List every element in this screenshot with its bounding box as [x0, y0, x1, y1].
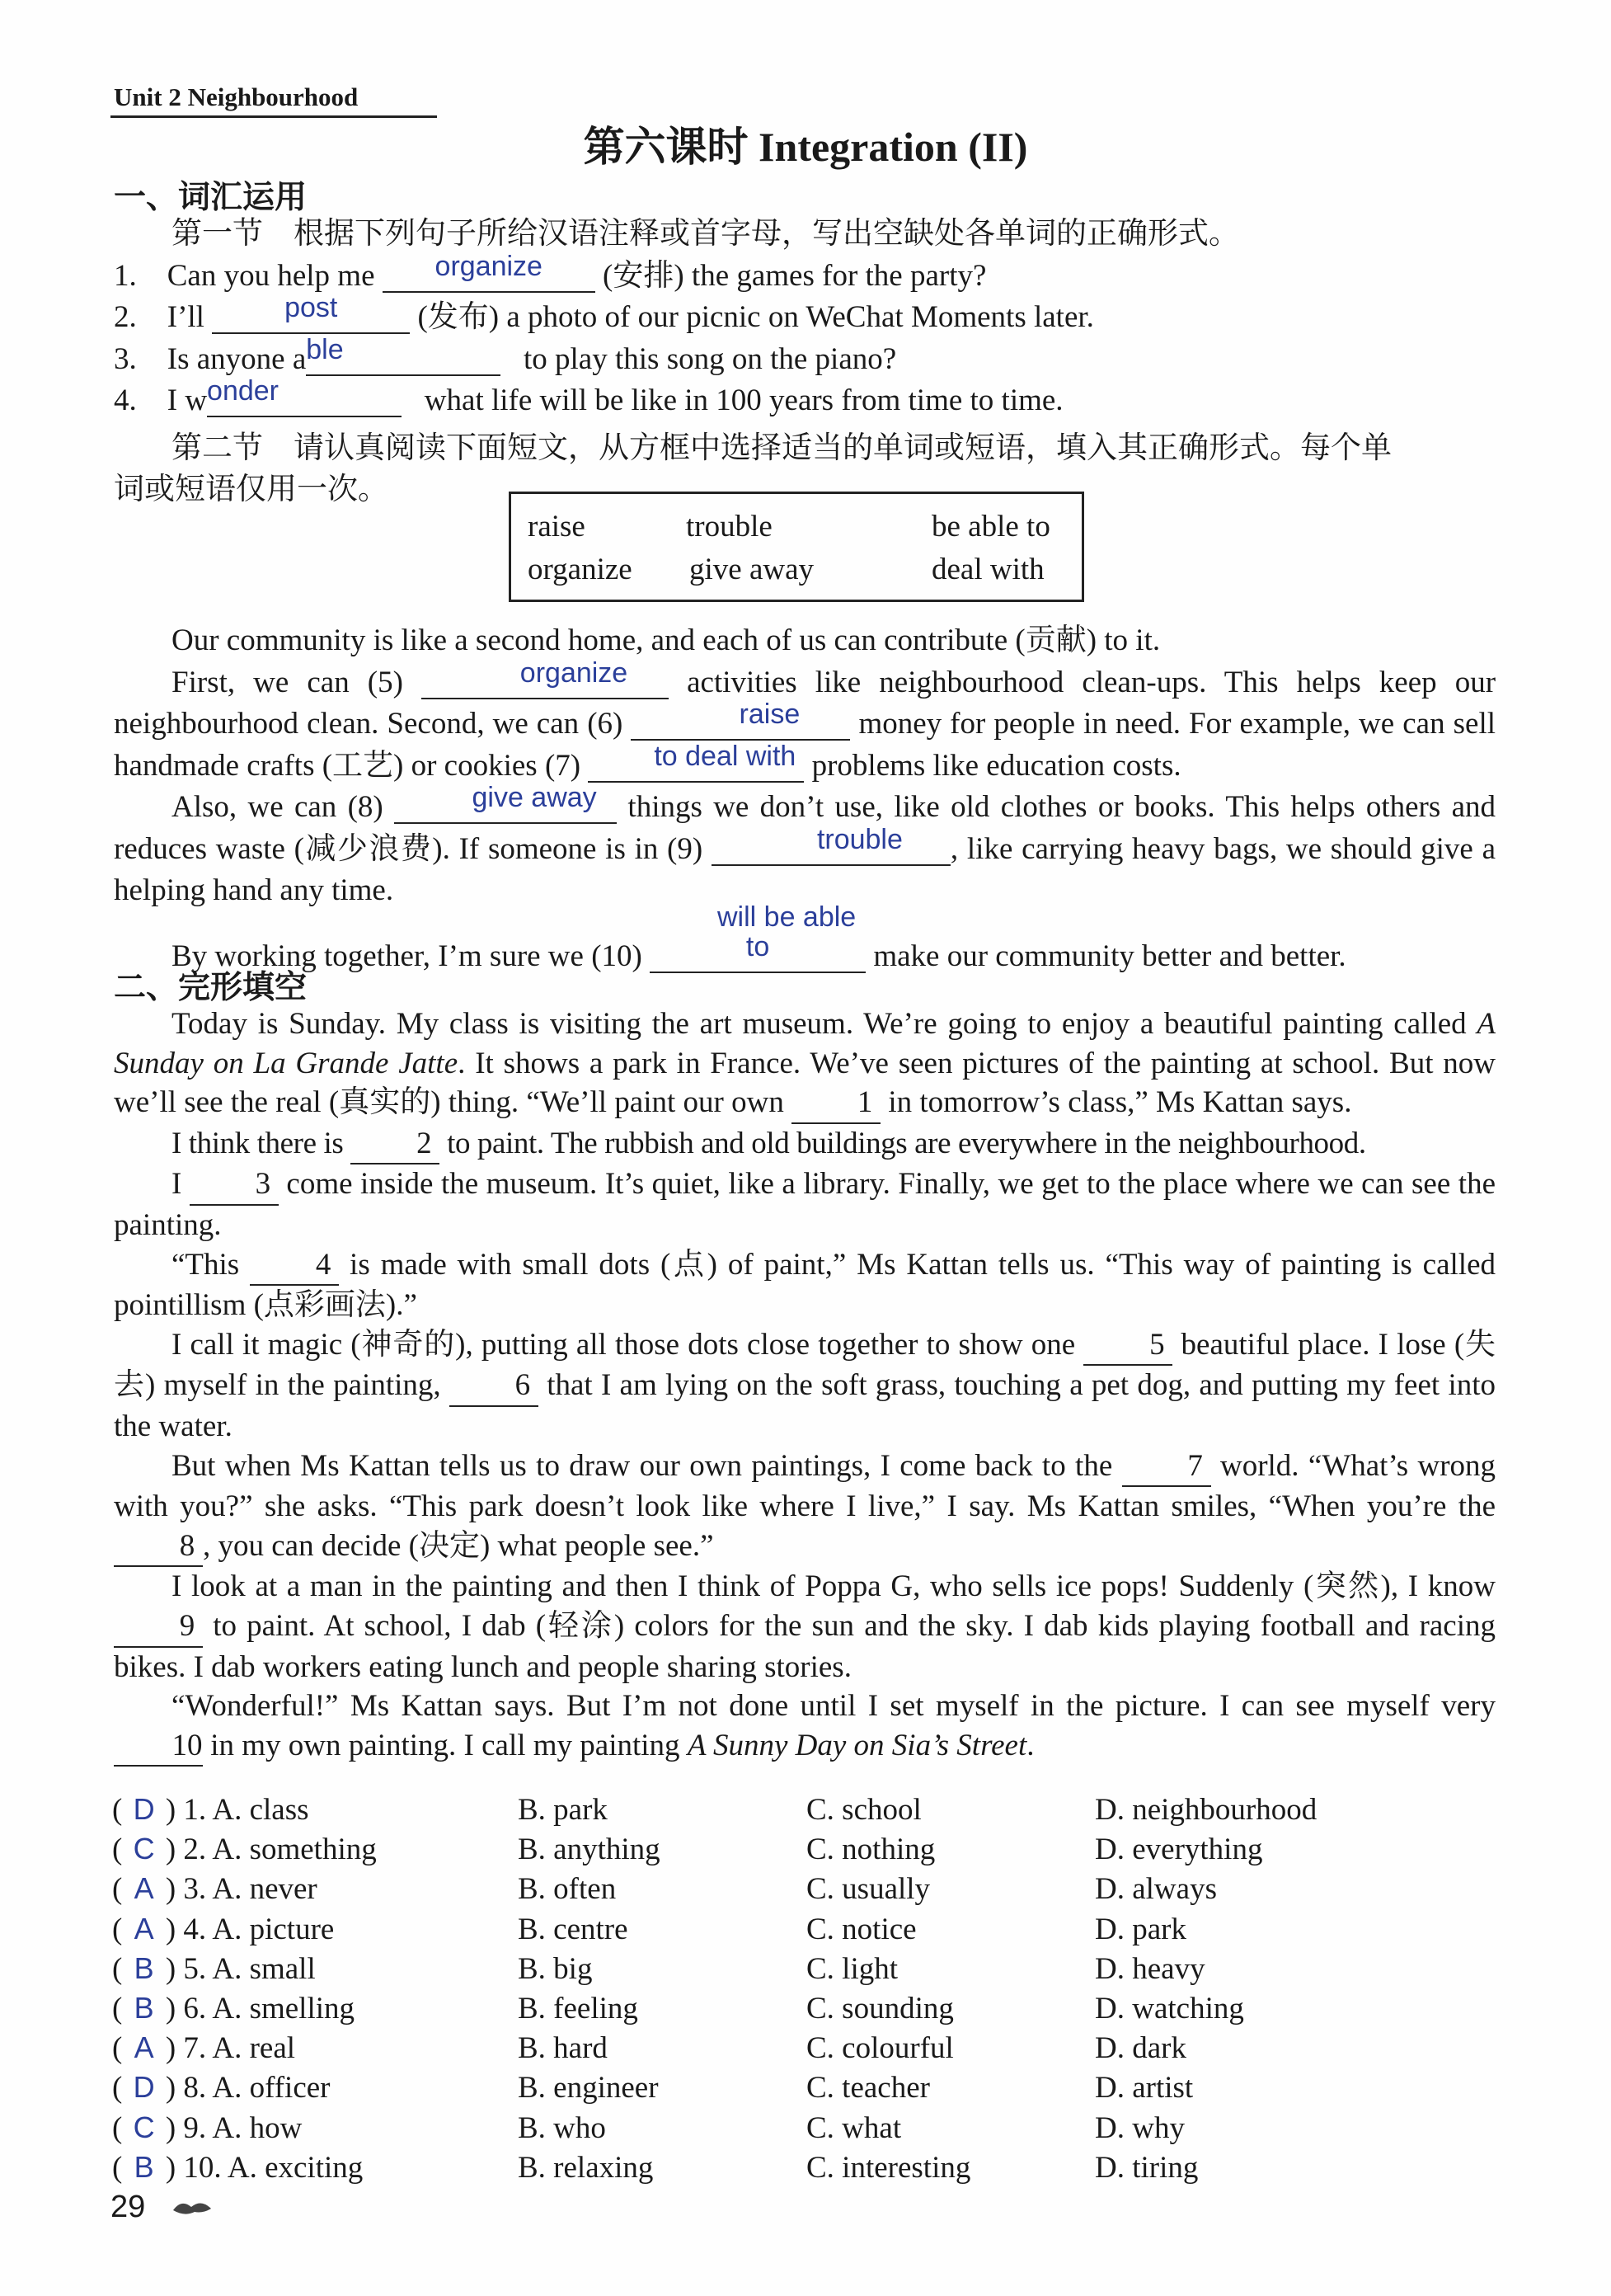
answer-blank-10[interactable] [650, 901, 866, 973]
passage-text: I call it magic (神奇的), putting all those dots close together to show one [171, 1327, 1076, 1362]
paren: ( [112, 1912, 130, 1946]
passage-paragraph [114, 1325, 1496, 1447]
item-text: (安排) the games for the party? [603, 259, 987, 293]
answer-blank-8[interactable] [394, 782, 617, 824]
answer-text: organize [519, 656, 628, 689]
option-row [112, 2030, 295, 2066]
passage-text: to paint. At school, I dab (轻涂) colors for the sun and the sky. I dab kids playing football and racing bikes. I dab workers eating lunch and people sharing stories. [114, 1608, 1496, 1684]
option-d: D. watching [1095, 1992, 1244, 2025]
option-a: 1. A. class [183, 1793, 309, 1827]
passage-text: . [1026, 1728, 1035, 1762]
painting-title: A Sunday on La Grande Jatte [114, 1007, 1496, 1080]
word-option: raise [528, 510, 585, 543]
option-a: 3. A. never [183, 1872, 317, 1907]
item-text: Is anyone a [167, 342, 307, 376]
cloze-blank-3[interactable]: 3 [190, 1164, 279, 1206]
passage-text: make our community better and better. [873, 939, 1346, 973]
passage-paragraph [114, 901, 1496, 978]
option-d: D. dark [1095, 2031, 1186, 2066]
cloze-blank-7[interactable]: 7 [1122, 1447, 1211, 1488]
item-number: 2. [114, 300, 137, 334]
answer-text: organize [434, 251, 542, 282]
page-number: 29 [110, 2190, 146, 2224]
paren: ( [112, 2110, 130, 2145]
item-text: I’ll [167, 300, 204, 334]
paren: ) [157, 2031, 184, 2066]
cloze-blank-6[interactable]: 6 [449, 1366, 538, 1407]
passage-paragraph [114, 1447, 1496, 1568]
passage-text: problems like education costs. [811, 748, 1181, 783]
option-a: 8. A. officer [183, 2071, 331, 2105]
passage-paragraph: Our community is like a second home, and each of us can contribute (贡献) to it. [171, 623, 1161, 657]
option-a: 10. A. exciting [183, 2150, 364, 2185]
decorative-bird-icon [170, 2194, 214, 2218]
option-b: B. anything [518, 1833, 660, 1867]
paren: ) [157, 1992, 184, 2025]
answer-blank[interactable] [207, 375, 402, 417]
option-a: 7. A. real [183, 2031, 296, 2066]
option-c: C. colourful [806, 2031, 954, 2066]
option-d: D. tiring [1095, 2150, 1199, 2185]
chosen-answer[interactable]: B [134, 1991, 154, 2025]
word-option: be able to [932, 510, 1050, 543]
option-row [112, 1871, 317, 1907]
chosen-answer[interactable]: B [134, 1950, 154, 1985]
item-text: to play this song on the piano? [524, 342, 897, 376]
section1-instruction: 第一节 根据下列句子所给汉语注释或首字母，写出空缺处各单词的正确形式。 [171, 217, 1239, 251]
chosen-answer[interactable]: D [133, 2070, 155, 2105]
passage-text: . It shows a park in France. We’ve seen pictures of the painting at school. But now we’ll see the real (真实的) thing. “We’ll paint our own [114, 1046, 1496, 1120]
passage-paragraph [114, 1567, 1496, 1687]
passage-text: “This [171, 1247, 240, 1282]
paren: ( [112, 1992, 130, 2025]
passage-text: , like carrying heavy bags, we should give a helping hand any time. [114, 831, 1496, 907]
option-c: C. sounding [806, 1992, 954, 2025]
passage-paragraph [114, 1004, 1496, 1124]
option-c: C. school [806, 1793, 922, 1827]
option-row [112, 1792, 309, 1828]
answer-blank-6[interactable] [631, 699, 850, 741]
passage-paragraph [114, 1687, 1496, 1767]
passage-paragraph [114, 1124, 1496, 1165]
passage-text: to paint. The rubbish and old buildings are everywhere in the neighbourhood. [447, 1126, 1366, 1160]
option-c: C. notice [806, 1912, 917, 1946]
passage-text: come inside the museum. It’s quiet, like a library. Finally, we get to the place where we can see the painting. [114, 1167, 1496, 1242]
item-text: I w [167, 383, 208, 417]
passage-text: world. “What’s wrong with you?” she asks. “This park doesn’t look like where I live,” I say. Ms Kattan smiles, “When you’re the [114, 1448, 1496, 1524]
paren: ( [112, 1872, 130, 1907]
paren: ) [157, 2071, 184, 2105]
answer-text: post [284, 292, 338, 323]
option-c: C. what [806, 2110, 902, 2145]
paren: ) [157, 1833, 184, 1867]
passage-text: Also, we can (8) [171, 790, 383, 824]
paren: ) [157, 1951, 184, 1986]
paren: ) [157, 1793, 184, 1827]
answer-text: trouble [816, 823, 903, 855]
chosen-answer[interactable]: A [134, 2030, 154, 2065]
option-b: B. who [518, 2110, 606, 2145]
answer-text: ble [306, 334, 344, 365]
answer-text: raise [739, 699, 801, 730]
passage-paragraph [114, 782, 1496, 912]
item-number: 4. [114, 383, 137, 417]
passage-text: in my own painting. I call my painting [210, 1728, 688, 1762]
item-text: what life will be like in 100 years from time to time. [424, 383, 1064, 417]
option-c: C. teacher [806, 2071, 930, 2105]
passage-text: By working together, I’m sure we (10) [171, 939, 642, 973]
passage-text: I [171, 1167, 182, 1202]
word-box [509, 492, 1084, 602]
cloze-blank-4[interactable]: 4 [250, 1245, 339, 1287]
passage-paragraph [114, 656, 1496, 788]
passage-text: in tomorrow’s class,” Ms Kattan says. [888, 1085, 1352, 1120]
passage-text: But when Ms Kattan tells us to draw our own paintings, I come back to the [171, 1448, 1113, 1483]
item-text: Can you help me [167, 259, 375, 293]
answer-text: will be able to [717, 901, 857, 962]
passage-paragraph [114, 1245, 1496, 1325]
option-d: D. why [1095, 2110, 1185, 2145]
option-d: D. park [1095, 1912, 1186, 1946]
option-row [112, 1951, 316, 1987]
option-b: B. engineer [518, 2071, 659, 2105]
option-b: B. centre [518, 1912, 628, 1946]
option-a: 4. A. picture [183, 1912, 335, 1946]
paren: ) [157, 1912, 184, 1946]
paren: ) [157, 1872, 184, 1907]
option-row [112, 2110, 302, 2146]
section2-instruction: 第二节 请认真阅读下面短文，从方框中选择适当的单词或短语，填入其正确形式。每个单 [171, 431, 1392, 465]
option-row [112, 1991, 355, 2026]
option-c: C. nothing [806, 1833, 936, 1867]
chosen-answer[interactable]: A [134, 1911, 154, 1945]
passage-text: is made with small dots (点) of paint,” Ms Kattan tells us. “This way of painting is called pointillism (点彩画法).” [114, 1247, 1496, 1323]
part1-heading: 一、词汇运用 [114, 180, 308, 215]
paren: ( [112, 1833, 130, 1867]
item-text: (发布) a photo of our picnic on WeChat Moments later. [417, 300, 1094, 334]
option-a: 5. A. small [183, 1951, 316, 1986]
cloze-blank-10[interactable]: 10 [114, 1726, 203, 1767]
option-row [112, 2150, 363, 2185]
cloze-blank-1[interactable]: 1 [791, 1083, 881, 1124]
cloze-blank-5[interactable]: 5 [1083, 1325, 1172, 1367]
vocab-item-4 [114, 375, 1064, 422]
cloze-passage [114, 1004, 1496, 1767]
word-option: organize [528, 553, 632, 586]
part2-heading: 二、完形填空 [114, 970, 308, 1005]
option-row [112, 1912, 334, 1947]
chosen-answer[interactable]: B [134, 2149, 154, 2184]
item-number: 1. [114, 259, 137, 293]
paren: ( [112, 2031, 130, 2066]
painting-title: A Sunny Day on Sia’s Street [687, 1728, 1027, 1762]
cloze-blank-9[interactable]: 9 [114, 1607, 203, 1648]
option-b: B. relaxing [518, 2150, 654, 2185]
answer-text: to deal with [654, 740, 796, 772]
option-d: D. artist [1095, 2071, 1194, 2105]
option-a: 2. A. something [183, 1833, 377, 1867]
answer-blank-7[interactable] [588, 740, 804, 783]
answer-text: onder [207, 375, 279, 407]
option-d: D. heavy [1095, 1951, 1205, 1986]
paren: ( [112, 1793, 130, 1827]
option-b: B. big [518, 1951, 593, 1986]
unit-header: Unit 2 Neighbourhood [114, 82, 359, 111]
chosen-answer[interactable]: A [134, 1871, 154, 1906]
passage-text: First, we can (5) [171, 665, 403, 699]
passage-text: I look at a man in the painting and then I think of Poppa G, who sells ice pops! Suddenly (突然), I know [171, 1569, 1496, 1604]
fill-in-passage [114, 620, 1496, 977]
answer-blank-9[interactable] [712, 823, 951, 866]
vocab-item-1 [114, 251, 987, 298]
page-title: 第六课时 Integration (II) [583, 124, 1028, 170]
option-a: 9. A. how [183, 2110, 303, 2145]
paren: ( [112, 1951, 130, 1986]
passage-text: that I am lying on the soft grass, touching a pet dog, and putting my feet into the water. [114, 1368, 1496, 1443]
paren: ( [112, 2150, 130, 2185]
answer-blank-5[interactable] [421, 656, 669, 699]
option-b: B. often [518, 1872, 617, 1907]
word-option: deal with [932, 553, 1045, 586]
word-option: trouble [686, 510, 773, 543]
option-b: B. hard [518, 2031, 608, 2066]
passage-text: Today is Sunday. My class is visiting the art museum. We’re going to enjoy a beautiful painting called [171, 1007, 1477, 1041]
option-c: C. interesting [806, 2150, 971, 2185]
chosen-answer[interactable]: C [133, 2110, 155, 2144]
passage-text: “Wonderful!” Ms Kattan says. But I’m not done until I set myself in the picture. I can see myself very [171, 1689, 1496, 1724]
word-option: give away [689, 553, 815, 586]
passage-text: things we don’t use, like old clothes or books. This helps others and reduces waste (减少浪费). If someone is in (9) [114, 790, 1496, 866]
option-c: C. usually [806, 1872, 931, 1907]
paren: ) [157, 2150, 184, 2185]
vocab-item-2 [114, 292, 1094, 339]
option-c: C. light [806, 1951, 899, 1986]
option-d: D. neighbourhood [1095, 1793, 1317, 1827]
answer-text: give away [472, 782, 597, 813]
item-number: 3. [114, 342, 137, 376]
passage-text: beautiful place. I lose (失去) myself in the painting, [114, 1327, 1496, 1403]
paren: ( [112, 2071, 130, 2105]
chosen-answer[interactable]: D [133, 1792, 155, 1826]
passage-paragraph [114, 1164, 1496, 1244]
passage-text: , you can decide (决定) what people see.” [203, 1528, 714, 1563]
answer-blank[interactable] [306, 334, 500, 376]
option-b: B. park [518, 1793, 608, 1827]
passage-text: activities like neighbourhood clean-ups. This helps keep our neighbourhood clean. Second, we can (6) [114, 665, 1496, 741]
option-row [112, 2070, 331, 2105]
answer-blank[interactable] [383, 251, 595, 293]
option-d: D. always [1095, 1872, 1217, 1907]
option-b: B. feeling [518, 1992, 638, 2025]
option-d: D. everything [1095, 1833, 1263, 1867]
cloze-blank-8[interactable]: 8 [114, 1527, 203, 1568]
cloze-blank-2[interactable]: 2 [350, 1124, 439, 1165]
section2-instruction-cont: 词或短语仅用一次。 [114, 473, 388, 506]
chosen-answer[interactable]: C [133, 1832, 155, 1866]
option-a: 6. A. smelling [183, 1992, 355, 2025]
passage-text: I think there is [171, 1126, 344, 1160]
option-row [112, 1832, 377, 1867]
answer-blank[interactable] [212, 292, 410, 334]
paren: ) [157, 2110, 184, 2145]
passage-text: money for people in need. For example, we can sell handmade crafts (工艺) or cookies (7) [114, 707, 1496, 783]
